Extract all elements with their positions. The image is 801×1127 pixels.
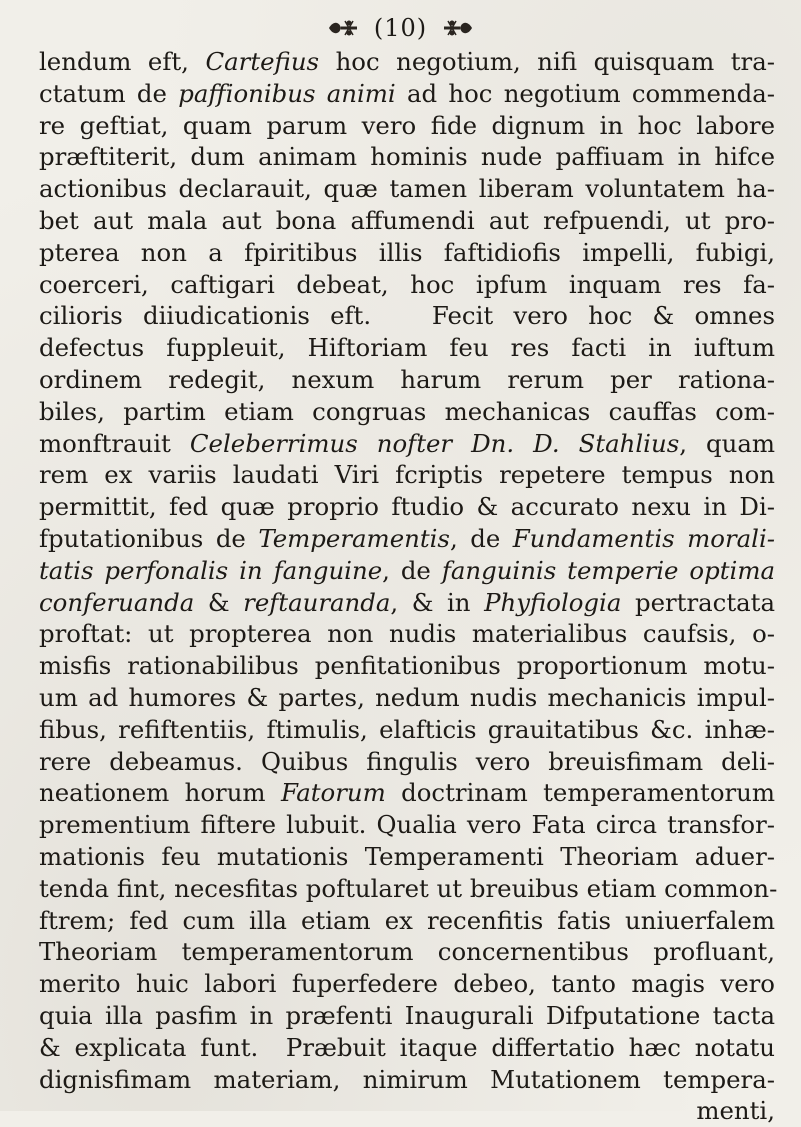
text-segment: prementium fiftere lubuit. Qualia vero Fata circa transfor- [39, 810, 775, 840]
text-line [39, 809, 775, 841]
text-segment: pterea non a fpiritibus illis faftidiofis impelli, fubigi, [39, 237, 775, 267]
text-segment: dignisfimam materiam, nimirum Mutationem tempera- [39, 1064, 775, 1094]
ornament-left-icon [327, 19, 359, 37]
text-line [39, 205, 775, 237]
text-segment: , & in [390, 587, 485, 617]
text-line [39, 618, 775, 650]
text-line [39, 905, 775, 937]
text-line [39, 110, 775, 142]
text-segment: , de [449, 523, 513, 553]
text-segment: um ad humores & partes, nedum nudis mechanicis impul- [39, 682, 775, 712]
italic-phrase: Fatorum [280, 778, 386, 808]
text-line [39, 364, 775, 396]
text-line [39, 777, 775, 809]
text-line [39, 650, 775, 682]
italic-phrase: Temperamentis [258, 523, 450, 553]
text-segment: quia illa pasfim in præfenti Inaugurali Difputatione tacta [39, 1000, 775, 1030]
text-segment: doctrinam temperamentorum [385, 778, 775, 808]
text-line [39, 1064, 775, 1096]
text-segment: bet aut mala aut bona affumendi aut refpuendi, ut pro- [39, 205, 775, 235]
text-line [39, 523, 775, 555]
italic-phrase: conferuanda [39, 587, 195, 617]
text-segment: ftrem; fed cum illa etiam ex recenfitis fatis uniuerfalem [39, 905, 775, 935]
text-line [39, 1095, 775, 1127]
italic-phrase: paffionibus animi [178, 78, 396, 108]
text-segment: ctatum de [39, 78, 179, 108]
text-segment: fputationibus de [39, 523, 259, 553]
italic-phrase: reftauranda [243, 587, 391, 617]
text-line [39, 173, 775, 205]
ornament-right-icon [442, 19, 474, 37]
text-line [39, 936, 775, 968]
italic-phrase: Fundamentis morali- [512, 523, 775, 553]
text-line [39, 396, 775, 428]
text-line [39, 428, 775, 460]
italic-phrase: Celeberrimus nofter Dn. D. Stahlius [189, 428, 680, 458]
text-segment: & explicata funt. Præbuit itaque differtatio hæc notatu [39, 1032, 775, 1062]
text-segment: menti, [696, 1096, 775, 1126]
text-segment: & [194, 587, 244, 617]
text-segment: actionibus declarauit, quæ tamen liberam voluntatem ha- [39, 174, 775, 204]
text-segment: mationis feu mutationis Temperamenti Theoriam aduer- [39, 841, 775, 871]
text-segment: defectus fuppleuit, Hiftoriam feu res facti in iuftum [39, 333, 775, 363]
text-segment: pertractata [621, 587, 776, 617]
text-segment: ad hoc negotium commenda- [395, 78, 775, 108]
page-number: (10) [373, 14, 428, 42]
text-segment: hoc negotium, nifi quisquam tra- [319, 47, 775, 76]
text-line [39, 1000, 775, 1032]
italic-phrase: Phyfiologia [484, 587, 622, 617]
body-text [39, 46, 778, 1127]
text-line [39, 746, 775, 778]
text-segment: , quam [679, 428, 775, 458]
italic-phrase: Cartefius [205, 47, 320, 76]
text-segment: præftiterit, dum animam hominis nude paffiuam in hifce [39, 142, 775, 172]
text-segment: neationem horum [39, 778, 281, 808]
text-line [39, 300, 775, 332]
italic-phrase: tatis perfonalis in fanguine [39, 555, 383, 585]
text-line [39, 555, 775, 587]
text-line [39, 682, 775, 714]
text-line [39, 237, 775, 269]
text-line [39, 968, 775, 1000]
text-segment: tenda fint, necesfitas poftularet ut breuibus etiam common- [39, 873, 778, 903]
text-segment: , de [382, 555, 442, 585]
text-segment: lendum eft, [39, 47, 206, 76]
italic-phrase: fanguinis temperie optima [441, 555, 775, 585]
text-line [39, 1032, 775, 1064]
text-segment: merito huic labori fuperfedere debeo, tanto magis vero [39, 969, 775, 999]
text-segment: biles, partim etiam congruas mechanicas cauffas com- [39, 396, 775, 426]
text-line [39, 141, 775, 173]
text-line [39, 459, 775, 491]
text-segment: coerceri, caftigari debeat, hoc ipfum inquam res fa- [39, 269, 775, 299]
text-segment: rere debeamus. Quibus fingulis vero breuisfimam deli- [39, 746, 775, 776]
text-segment: monftrauit [39, 428, 190, 458]
text-line [39, 269, 775, 301]
text-line [39, 491, 775, 523]
text-segment: Theoriam temperamentorum concernentibus profluant, [39, 937, 775, 967]
page-header [0, 10, 801, 45]
text-segment: fibus, refiftentiis, ftimulis, elafticis grauitatibus &c. inhæ- [39, 714, 775, 744]
text-segment: cilioris diiudicationis eft. Fecit vero hoc & omnes [39, 301, 775, 331]
text-line [39, 714, 775, 746]
text-line [39, 841, 775, 873]
text-segment: rem ex variis laudati Viri fcriptis repetere tempus non [39, 460, 775, 490]
text-segment: ordinem redegit, nexum harum rerum per rationa- [39, 364, 775, 394]
text-line [39, 46, 775, 78]
text-segment: proftat: ut propterea non nudis materialibus caufsis, o- [39, 619, 775, 649]
text-line [39, 78, 775, 110]
text-segment: misfis rationabilibus penfitationibus proportionum motu- [39, 651, 775, 681]
text-segment: re geftiat, quam parum vero fide dignum in hoc labore [39, 110, 775, 140]
text-line [39, 873, 778, 905]
text-line [39, 587, 775, 619]
text-line [39, 332, 775, 364]
text-segment: permittit, fed quæ proprio ftudio & accurato nexu in Di- [39, 492, 775, 522]
